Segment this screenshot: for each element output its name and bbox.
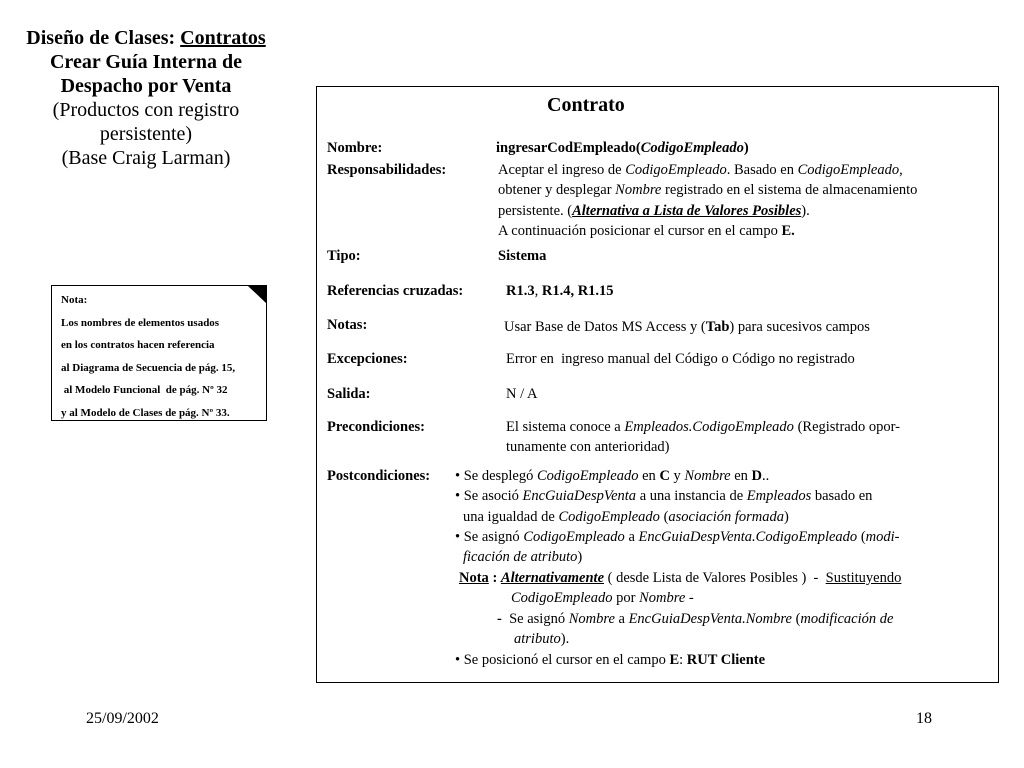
- note-line: Los nombres de elementos usados: [61, 316, 220, 329]
- value-tipo: Sistema: [498, 248, 547, 264]
- label-excepciones: Excepciones:: [327, 351, 408, 367]
- post-line-5: ficación de atributo): [463, 549, 583, 565]
- label-referencias: Referencias cruzadas:: [327, 283, 464, 299]
- value-notas: Usar Base de Datos MS Access y (Tab) para sucesivos campos: [504, 319, 870, 335]
- resp-line-1: Aceptar el ingreso de CodigoEmpleado. Basado en CodigoEmpleado,: [498, 162, 903, 178]
- value-excepciones: Error en ingreso manual del Código o Código no registrado: [506, 351, 855, 367]
- post-line-10: • Se posicionó el cursor en el campo E: RUT Cliente: [455, 652, 766, 668]
- contract-title: Contrato: [547, 94, 625, 116]
- title-line-2: Crear Guía Interna de: [49, 51, 243, 73]
- title-line-1: Diseño de Clases: Contratos: [26, 27, 266, 49]
- post-line-9: atributo).: [514, 631, 570, 647]
- label-responsabilidades: Responsabilidades:: [327, 162, 447, 178]
- post-line-1: • Se desplegó CodigoEmpleado en C y Nombre en D..: [455, 468, 770, 484]
- value-referencias: R1.3, R1.4, R1.15: [506, 283, 614, 299]
- value-nombre: ingresarCodEmpleado(CodigoEmpleado): [496, 140, 749, 156]
- post-line-7: CodigoEmpleado por Nombre -: [511, 590, 694, 606]
- post-line-4: • Se asignó CodigoEmpleado a EncGuiaDespVenta.CodigoEmpleado (modi-: [455, 529, 900, 545]
- note-box: [51, 285, 267, 421]
- slide-title: [0, 26, 292, 170]
- label-postcondiciones: Postcondiciones:: [327, 468, 431, 484]
- note-line: en los contratos hacen referencia: [61, 339, 215, 351]
- label-nombre: Nombre:: [327, 140, 383, 156]
- label-tipo: Tipo:: [327, 248, 361, 264]
- pre-line-1: El sistema conoce a Empleados.CodigoEmpleado (Registrado opor-: [506, 419, 900, 435]
- post-line-6: Nota : Alternativamente ( desde Lista de Valores Posibles ) - Sustituyendo: [459, 570, 902, 586]
- label-notas: Notas:: [327, 317, 368, 333]
- label-precondiciones: Precondiciones:: [327, 419, 425, 435]
- title-line-3: Despacho por Venta: [60, 75, 232, 97]
- alternativa-link: Alternativa a Lista de Valores Posibles: [572, 203, 802, 219]
- title-line-6: (Base Craig Larman): [61, 147, 231, 169]
- title-line-4: (Productos con registro: [52, 99, 240, 121]
- contract-card: [316, 86, 999, 683]
- note-line: al Diagrama de Secuencia de pág. 15,: [61, 361, 236, 374]
- value-salida: N / A: [506, 386, 538, 402]
- title-line-5: persistente): [99, 123, 193, 145]
- footer-date: 25/09/2002: [86, 710, 159, 727]
- folded-corner-icon: [248, 286, 266, 303]
- page-number: 18: [916, 710, 932, 727]
- note-line: al Modelo Funcional de pág. Nº 32: [61, 384, 228, 396]
- label-salida: Salida:: [327, 386, 371, 402]
- post-line-2: • Se asoció EncGuiaDespVenta a una instancia de Empleados basado en: [455, 488, 873, 504]
- resp-line-3: persistente. (Alternativa a Lista de Valores Posibles).: [498, 203, 810, 219]
- note-line: y al Modelo de Clases de pág. Nº 33.: [61, 406, 230, 419]
- note-line: Nota:: [61, 294, 88, 306]
- post-line-8: - Se asignó Nombre a EncGuiaDespVenta.Nombre (modificación de: [497, 611, 894, 627]
- title-contratos: Contratos: [180, 27, 266, 49]
- pre-line-2: tunamente con anterioridad): [506, 439, 670, 455]
- post-line-3: una igualdad de CodigoEmpleado (asociación formada): [463, 509, 789, 525]
- resp-line-4: A continuación posicionar el cursor en el campo E.: [498, 223, 795, 239]
- resp-line-2: obtener y desplegar Nombre registrado en el sistema de almacenamiento: [498, 182, 918, 198]
